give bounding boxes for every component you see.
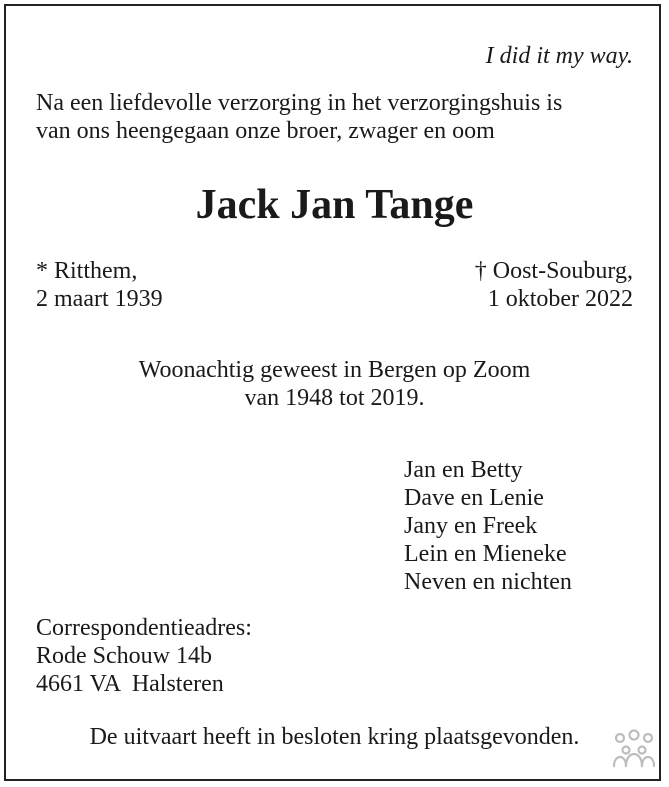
- relative-item: Jan en Betty: [404, 457, 523, 483]
- correspondence-label: Correspondentieadres:: [36, 615, 252, 641]
- relative-item: Jany en Freek: [404, 513, 538, 539]
- correspondence-address: [36, 614, 252, 698]
- correspondence-city: 4661 VA Halsteren: [36, 671, 224, 697]
- relatives-list: [404, 456, 572, 596]
- funeral-note: De uitvaart heeft in besloten kring plaatsgevonden.: [89, 724, 580, 750]
- death-info: [475, 257, 633, 313]
- correspondence-street: Rode Schouw 14b: [36, 643, 212, 669]
- death-date: 1 oktober 2022: [487, 286, 633, 312]
- residence-info: [0, 356, 669, 412]
- intro-text: [36, 89, 562, 145]
- residence-line-2: van 1948 tot 2019.: [244, 385, 425, 411]
- residence-line-1: Woonachtig geweest in Bergen op Zoom: [138, 357, 531, 383]
- intro-line-1: Na een liefdevolle verzorging in het verzorgingshuis is: [36, 90, 563, 116]
- intro-line-2: van ons heengegaan onze broer, zwager en oom: [36, 118, 495, 144]
- birth-info: [36, 257, 163, 313]
- relative-item: Dave en Lenie: [404, 485, 544, 511]
- relative-item: Lein en Mieneke: [404, 541, 567, 567]
- deceased-name: Jack Jan Tange: [195, 182, 474, 228]
- birth-place: * Ritthem,: [36, 258, 138, 284]
- people-group-icon: [611, 726, 657, 772]
- birth-date: 2 maart 1939: [36, 286, 163, 312]
- relative-item: Neven en nichten: [404, 569, 572, 595]
- death-place: † Oost-Souburg,: [474, 258, 633, 284]
- motto: I did it my way.: [485, 43, 633, 69]
